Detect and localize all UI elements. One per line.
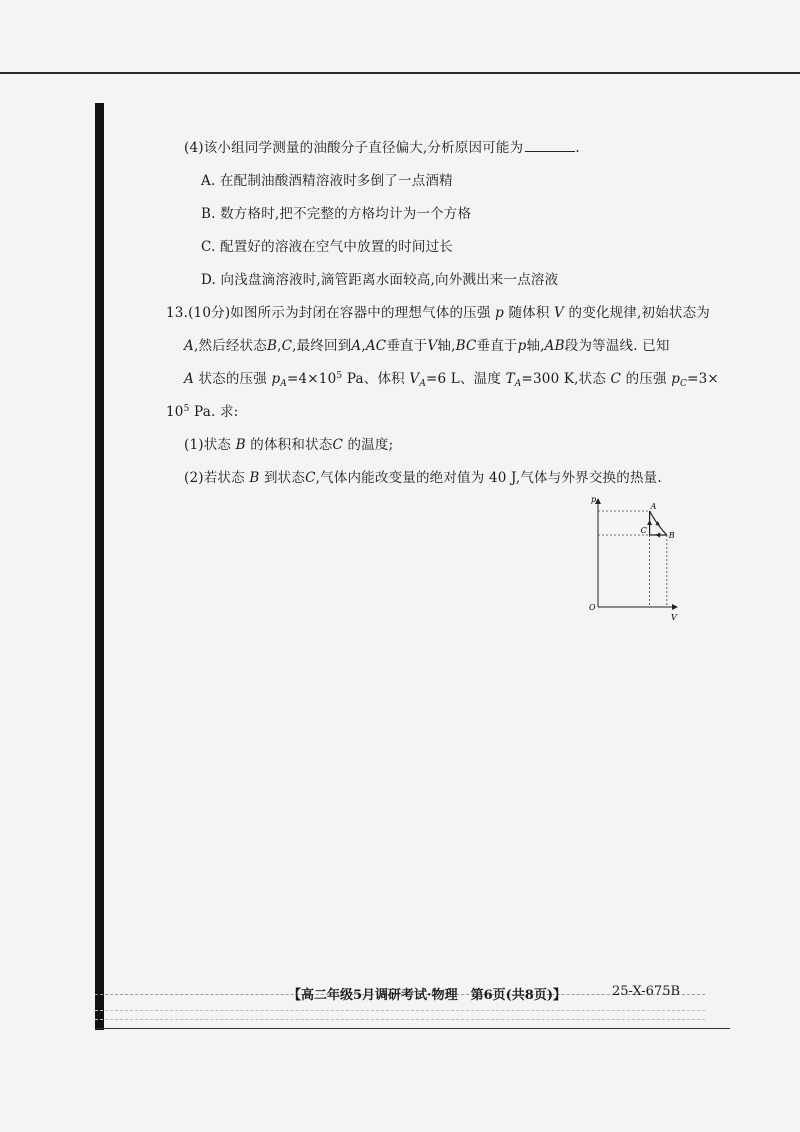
- q13-line-3: A 状态的压强 $p_A=4\times 10^5$ Pa、体积 $V_A=6$ L、温度 $T_A=300$ K,状态 C 的压强 $p_C=3\times$: [184, 371, 719, 389]
- q13-line-2: A,然后经状态B,C,最终回到A,AC垂直于V轴,BC垂直于p轴,AB段为等温线. 已知: [184, 338, 670, 354]
- q4-option-d: D. 向浅盘滴溶液时,滴管距离水面较高,向外溅出来一点溶液: [201, 272, 559, 288]
- origin-label: O: [589, 603, 596, 612]
- footer-dash-line: [95, 1010, 705, 1011]
- top-rule: [0, 72, 800, 74]
- pv-diagram: [585, 493, 685, 623]
- point-b-label: B: [668, 531, 675, 540]
- q4-prompt: (4)该小组同学测量的油酸分子直径偏大,分析原因可能为 .: [184, 140, 580, 156]
- footer-dash-line: [95, 1019, 705, 1020]
- q13-sub-1: (1)状态 B 的体积和状态C 的温度;: [184, 437, 394, 453]
- q13-line-1: 13.(10分)如图所示为封闭在容器中的理想气体的压强 p 随体积 V 的变化规律,初始状态为: [166, 305, 710, 321]
- point-c-label: C: [640, 526, 647, 535]
- v-axis-label: V: [671, 613, 677, 622]
- q4-option-b: B. 数方格时,把不完整的方格均计为一个方格: [201, 206, 472, 222]
- q13-sub-2: (2)若状态 B 到状态C,气体内能改变量的绝对值为 40 J,气体与外界交换的热量.: [184, 470, 662, 486]
- q4-option-c: C. 配置好的溶液在空气中放置的时间过长: [201, 239, 453, 255]
- p-axis-label: p: [591, 495, 597, 504]
- arrow-bc-icon: [655, 533, 660, 538]
- answer-blank: [525, 140, 575, 152]
- bottom-rule: [95, 1028, 730, 1029]
- binding-bar: [95, 103, 104, 1030]
- q4-option-a: A. 在配制油酸酒精溶液时多倒了一点酒精: [201, 173, 453, 189]
- point-a-label: A: [650, 502, 657, 511]
- q13-line-4: $10^5$ Pa. 求:: [166, 404, 239, 420]
- footer-code: 25-X-675B: [612, 984, 681, 999]
- footer-title: 【高二年级5月调研考试·物理 第6页(共8页)】: [288, 988, 566, 1003]
- arrow-ca-icon: [647, 520, 652, 525]
